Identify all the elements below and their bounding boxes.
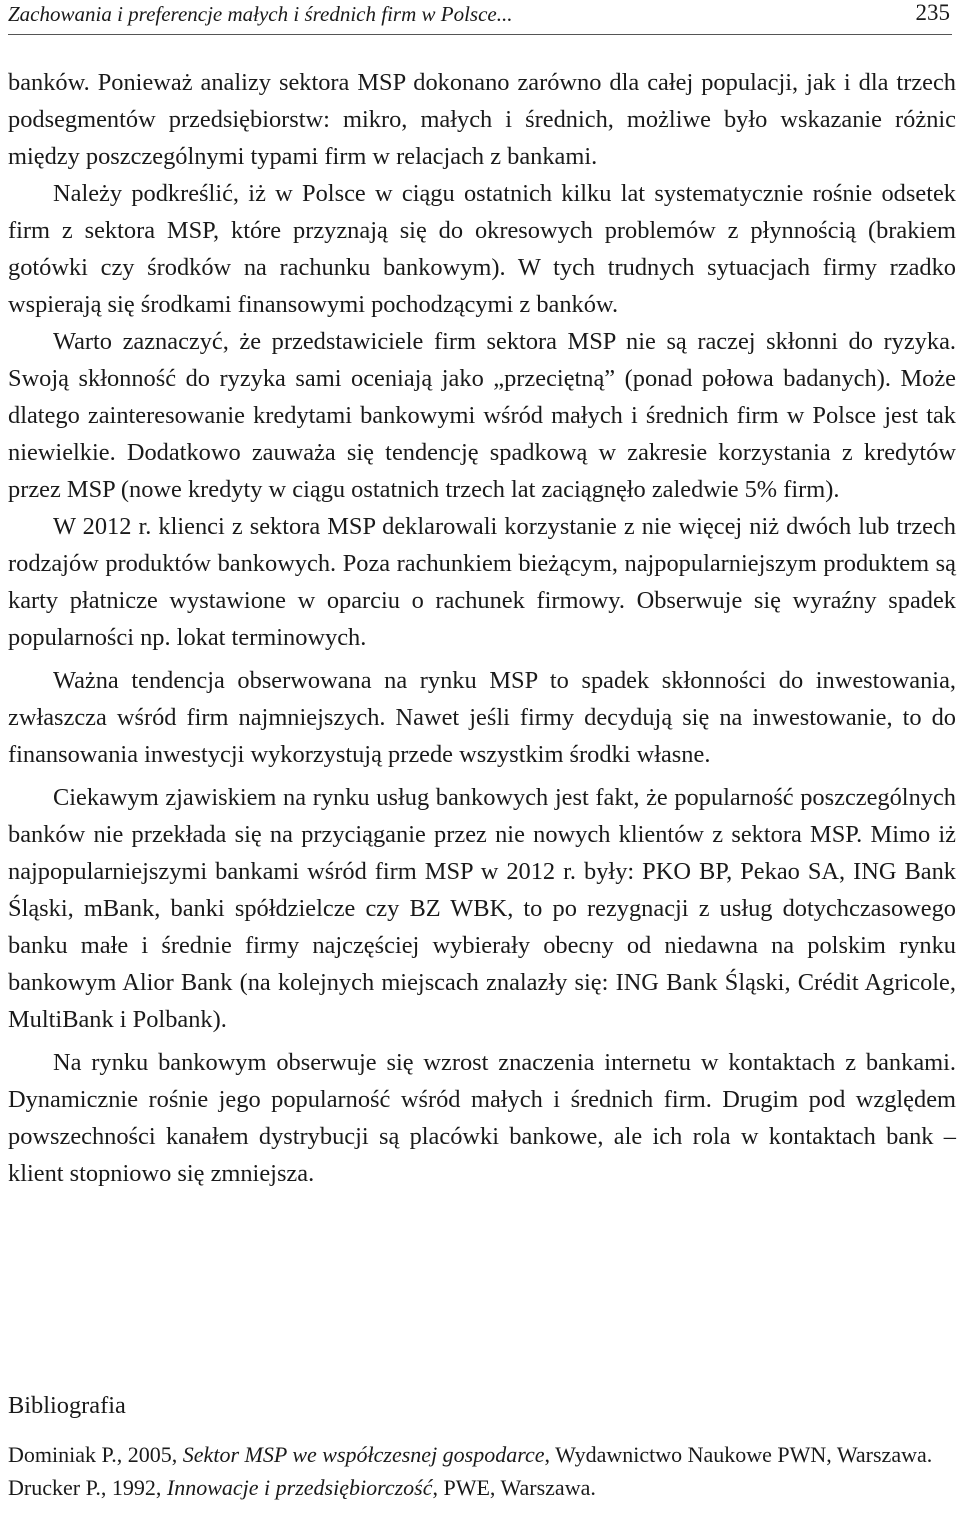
bibliography-entry	[8, 1471, 956, 1504]
body-text	[8, 64, 956, 1192]
entry-publisher: , Wydawnictwo Naukowe PWN, Warszawa.	[544, 1442, 933, 1467]
bibliography-list	[8, 1438, 956, 1504]
paragraph-continued: banków. Ponieważ analizy sektora MSP dokonano zarówno dla całej populacji, jak i dla trzech podsegmentów przedsiębiorstw: mikro, małych i średnich, możliwe było wskazanie różnic między poszczególnymi typami firm w relacjach z bankami.	[8, 69, 956, 170]
entry-author-year: Dominiak P., 2005,	[8, 1442, 183, 1467]
paragraph: Na rynku bankowym obserwuje się wzrost znaczenia internetu w kontaktach z bankami. Dynamicznie rośnie jego popularność wśród małych i średnich firm. Drugim pod względem powszechności kanałem dystrybucji są placówki bankowe, ale ich rola w kontaktach bank – klient stopniowo się zmniejsza.	[8, 1049, 956, 1187]
entry-author-year: Drucker P., 1992,	[8, 1475, 167, 1500]
paragraph: Warto zaznaczyć, że przedstawiciele firm sektora MSP nie są raczej skłonni do ryzyka. Swoją skłonność do ryzyka sami oceniają jako „przeciętną” (ponad połowa badanych). Może dlatego zainteresowanie kredytami bankowymi wśród małych i średnich firm w Polsce jest tak niewielkie. Dodatkowo zauważa się tendencję spadkową w zakresie korzystania z kredytów przez MSP (nowe kredyty w ciągu ostatnich trzech lat zaciągnęło zaledwie 5% firm).	[8, 328, 956, 503]
entry-title: Sektor MSP we współczesnej gospodarce	[182, 1442, 545, 1467]
running-header	[8, 0, 952, 35]
bibliography-heading: Bibliografia	[8, 1392, 126, 1419]
entry-publisher: , PWE, Warszawa.	[432, 1475, 596, 1500]
paragraph: W 2012 r. klienci z sektora MSP deklarowali korzystanie z nie więcej niż dwóch lub trzech rodzajów produktów bankowych. Poza rachunkiem bieżącym, najpopularniejszym produktem są karty płatnicze wystawione w oparciu o rachunek firmowy. Obserwuje się wyraźny spadek popularności np. lokat terminowych.	[8, 513, 956, 651]
paragraph: Ciekawym zjawiskiem na rynku usług bankowych jest fakt, że popularność poszczególnych banków nie przekłada się na przyciąganie przez nie nowych klientów z sektora MSP. Mimo iż najpopularniejszymi bankami wśród firm MSP w 2012 r. były: PKO BP, Pekao SA, ING Bank Śląski, mBank, banki spółdzielcze czy BZ WBK, to po rezygnacji z usług dotychczasowego banku małe i średnie firmy najczęściej wybierały obecny od niedawna na polskim rynku bankowym Alior Bank (na kolejnych miejscach znalazły się: ING Bank Śląski, Crédit Agricole, MultiBank i Polbank).	[8, 784, 956, 1033]
running-title: Zachowania i preferencje małych i średnich firm w Polsce...	[8, 2, 513, 26]
entry-title: Innowacje i przedsiębiorczość	[166, 1475, 433, 1500]
bibliography-entry	[8, 1438, 956, 1471]
paragraph: Ważna tendencja obserwowana na rynku MSP to spadek skłonności do inwestowania, zwłaszcza wśród firm najmniejszych. Nawet jeśli firmy decydują się na inwestowanie, to do finansowania inwestycji wykorzystują przede wszystkim środki własne.	[8, 667, 956, 768]
paragraph: Należy podkreślić, iż w Polsce w ciągu ostatnich kilku lat systematycznie rośnie odsetek firm z sektora MSP, które przyznają się do okresowych problemów z płynnością (brakiem gotówki czy środków na rachunku bankowym). W tych trudnych sytuacjach firmy rzadko wspierają się środkami finansowymi pochodzącymi z banków.	[8, 180, 956, 318]
page-number: 235	[915, 0, 950, 25]
